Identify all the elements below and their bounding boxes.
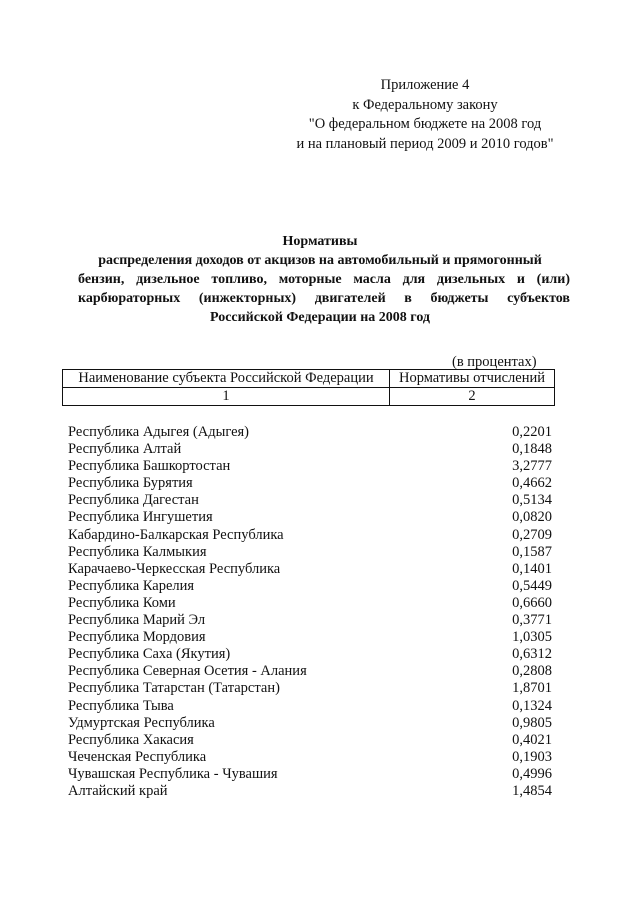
title-line-5: Российской Федерации на 2008 год: [209, 310, 430, 325]
title-line-3: бензин, дизельное топливо, моторные масла для дизельных и (или): [78, 272, 570, 287]
region-name: Республика Башкортостан: [68, 458, 231, 475]
norm-value: 0,4662: [512, 475, 552, 492]
norm-value: 0,9805: [512, 714, 552, 731]
region-name: Республика Хакасия: [68, 731, 194, 748]
region-name: Республика Коми: [68, 594, 176, 611]
norm-value: 0,1587: [512, 543, 552, 560]
norm-value: 1,0305: [512, 629, 552, 646]
region-name: Республика Тыва: [68, 697, 174, 714]
table-header: [62, 369, 555, 406]
table-row: [68, 561, 552, 578]
region-name: Республика Саха (Якутия): [68, 646, 231, 663]
norm-value: 3,2777: [512, 458, 552, 475]
table-row: [68, 475, 552, 492]
region-name: Чеченская Республика: [68, 748, 207, 765]
region-name: Республика Ингушетия: [68, 509, 213, 526]
region-name: Республика Адыгея (Адыгея): [68, 424, 250, 440]
norm-value: 0,2709: [512, 526, 552, 543]
table-row: [68, 424, 552, 441]
appendix-number: Приложение 4: [380, 77, 470, 93]
unit-label: (в процентах): [452, 354, 537, 370]
region-name: Республика Бурятия: [68, 475, 193, 492]
region-name: Республика Мордовия: [68, 629, 206, 646]
region-name: Удмуртская Республика: [68, 714, 215, 731]
table-row: [68, 509, 552, 526]
column-number-1: 1: [63, 388, 390, 406]
table-row: [68, 544, 552, 561]
table-row: [68, 749, 552, 766]
table-row: [68, 595, 552, 612]
region-name: Республика Марий Эл: [68, 612, 206, 629]
appendix-law-title: "О федеральном бюджете на 2008 год: [308, 116, 542, 132]
appendix-header: [260, 76, 590, 154]
table-row: [68, 629, 552, 646]
norm-value: 0,1903: [512, 748, 552, 765]
norm-value: 0,4021: [512, 731, 552, 748]
title-line-4: карбюраторных (инжекторных) двигателей в бюджеты субъектов: [78, 291, 570, 306]
region-name: Республика Алтай: [68, 441, 182, 458]
norm-value: 0,4996: [512, 765, 552, 782]
table-row: [68, 732, 552, 749]
table-row: [68, 663, 552, 680]
table-row: [68, 492, 552, 509]
table-row: [68, 715, 552, 732]
region-name: Республика Калмыкия: [68, 543, 207, 560]
region-name: Кабардино-Балкарская Республика: [68, 526, 284, 543]
table-row: [68, 698, 552, 715]
norm-value: 0,6312: [512, 646, 552, 663]
table-body: [68, 424, 552, 800]
appendix-law-ref: к Федеральному закону: [352, 96, 498, 113]
norm-value: 0,2201: [512, 424, 552, 440]
norm-value: 0,2808: [512, 663, 552, 680]
norm-value: 0,5449: [512, 577, 552, 594]
region-name: Республика Северная Осетия - Алания: [68, 663, 307, 680]
norm-value: 1,8701: [512, 680, 552, 697]
table-row: [68, 458, 552, 475]
table-row: [68, 612, 552, 629]
title-line-2: распределения доходов от акцизов на автомобильный и прямогонный: [98, 253, 542, 268]
norm-value: 0,1848: [512, 441, 552, 458]
table-row: [68, 766, 552, 783]
region-name: Республика Татарстан (Татарстан): [68, 680, 280, 697]
appendix-law-period: и на плановый период 2009 и 2010 годов": [296, 135, 554, 152]
norm-value: 0,1324: [512, 697, 552, 714]
table-row: [68, 783, 552, 800]
region-name: Карачаево-Черкесская Республика: [68, 560, 281, 577]
table-row: [68, 527, 552, 544]
norm-value: 1,4854: [512, 782, 552, 799]
region-name: Алтайский край: [68, 782, 168, 799]
table-row: [68, 578, 552, 595]
norm-value: 0,6660: [512, 594, 552, 611]
column-header-name: Наименование субъекта Российской Федерации: [63, 370, 390, 388]
table-row: [68, 646, 552, 663]
table-row: [68, 680, 552, 697]
document-title: [40, 232, 600, 327]
title-heading: Нормативы: [282, 234, 358, 249]
norm-value: 0,1401: [512, 560, 552, 577]
norm-value: 0,3771: [512, 612, 552, 629]
norm-value: 0,5134: [512, 492, 552, 509]
norm-value: 0,0820: [512, 509, 552, 526]
region-name: Чувашская Республика - Чувашия: [68, 765, 278, 782]
column-header-norm: Нормативы отчислений: [390, 370, 555, 388]
column-number-2: 2: [390, 388, 555, 406]
region-name: Республика Дагестан: [68, 492, 199, 509]
region-name: Республика Карелия: [68, 577, 195, 594]
table-row: [68, 441, 552, 458]
